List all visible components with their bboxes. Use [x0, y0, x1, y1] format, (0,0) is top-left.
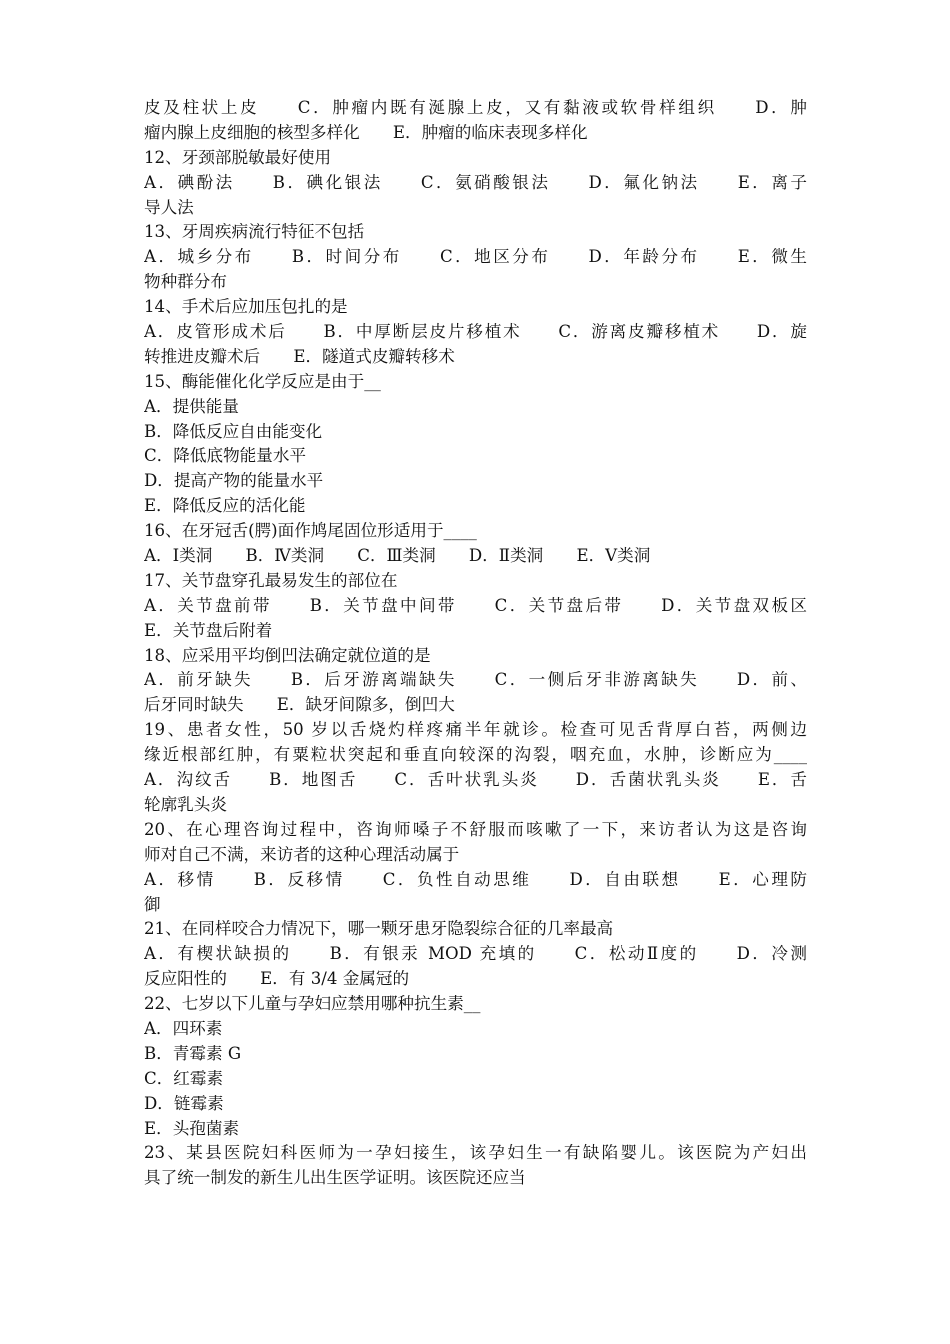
- text-line: 23、某县医院妇科医师为一孕妇接生，该孕妇生一有缺陷婴儿。该医院为产妇出: [144, 1143, 807, 1163]
- text-line: E．关节盘后附着: [144, 620, 273, 640]
- text-line: 御: [144, 894, 161, 914]
- text-line: 12、牙颈部脱敏最好使用: [144, 147, 332, 167]
- text-line: 20、在心理咨询过程中，咨询师嗓子不舒服而咳嗽了一下，来访者认为这是咨询: [144, 819, 807, 839]
- text-line: A．关节盘前带 B．关节盘中间带 C．关节盘后带 D．关节盘双板区: [144, 595, 807, 615]
- text-line: 21、在同样咬合力情况下，哪一颗牙患牙隐裂综合征的几率最高: [144, 919, 614, 939]
- text-line: E．头孢菌素: [144, 1118, 240, 1138]
- text-line: A．前牙缺失 B．后牙游离端缺失 C．一侧后牙非游离缺失 D．前、: [144, 670, 807, 690]
- text-line: 缘近根部红肿，有粟粒状突起和垂直向较深的沟裂，咽充血，水肿，诊断应为____: [144, 745, 807, 765]
- text-line: 后牙同时缺失 E．缺牙间隙多，倒凹大: [144, 695, 455, 715]
- text-line: 14、手术后应加压包扎的是: [144, 297, 348, 317]
- text-line: 皮及柱状上皮 C．肿瘤内既有涎腺上皮，又有黏液或软骨样组织 D．肿: [144, 98, 807, 117]
- text-line: C．降低底物能量水平: [144, 446, 307, 466]
- text-line: A．碘酚法 B．碘化银法 C．氨硝酸银法 D．氟化钠法 E．离子: [144, 172, 807, 192]
- document-page: [144, 96, 807, 1191]
- text-line: 22、七岁以下儿童与孕妇应禁用哪种抗生素__: [144, 994, 481, 1014]
- text-line: 师对自己不满，来访者的这种心理活动属于: [144, 844, 460, 864]
- text-line: 13、牙周疾病流行特征不包括: [144, 222, 365, 242]
- text-line: D．提高产物的能量水平: [144, 471, 324, 491]
- text-line: 16、在牙冠舌(腭)面作鸠尾固位形适用于____: [144, 521, 477, 541]
- text-line: A．Ⅰ类洞 B．Ⅳ类洞 C．Ⅲ类洞 D．Ⅱ类洞 E．Ⅴ类洞: [144, 546, 651, 566]
- text-line: 瘤内腺上皮细胞的核型多样化 E．肿瘤的临床表现多样化: [144, 122, 588, 142]
- text-line: 具了统一制发的新生儿出生医学证明。该医院还应当: [144, 1168, 526, 1188]
- text-line: A．有楔状缺损的 B．有银汞 MOD 充填的 C．松动Ⅱ度的 D．冷测: [144, 944, 807, 964]
- text-line: B．青霉素 G: [144, 1043, 242, 1063]
- text-line: 15、酶能催化化学反应是由于__: [144, 371, 381, 391]
- text-line: E．降低反应的活化能: [144, 496, 306, 516]
- text-line: 18、应采用平均倒凹法确定就位道的是: [144, 645, 431, 665]
- text-line: A．皮管形成术后 B．中厚断层皮片移植术 C．游离皮瓣移植术 D．旋: [144, 322, 807, 342]
- text-line: A．沟纹舌 B．地图舌 C．舌叶状乳头炎 D．舌菌状乳头炎 E．舌: [144, 770, 807, 790]
- text-line: A．移情 B．反移情 C．负性自动思维 D．自由联想 E．心理防: [144, 869, 807, 889]
- text-line: 物种群分布: [144, 272, 227, 292]
- text-line: 17、关节盘穿孔最易发生的部位在: [144, 570, 398, 590]
- text-line: A．提供能量: [144, 396, 239, 416]
- text-line: 19、患者女性，50 岁以舌烧灼样疼痛半年就诊。检查可见舌背厚白苔，两侧边: [144, 720, 807, 740]
- text-line: A．四环素: [144, 1018, 223, 1038]
- text-line: 反应阳性的 E．有 3/4 金属冠的: [144, 969, 410, 989]
- text-line: A．城乡分布 B．时间分布 C．地区分布 D．年龄分布 E．微生: [144, 247, 807, 267]
- text-line: 转推进皮瓣术后 E．隧道式皮瓣转移术: [144, 346, 455, 366]
- text-line: 轮廓乳头炎: [144, 794, 227, 814]
- text-line: C．红霉素: [144, 1068, 224, 1088]
- text-line: B．降低反应自由能变化: [144, 421, 323, 441]
- text-line: 导人法: [144, 197, 194, 217]
- text-line: D．链霉素: [144, 1093, 224, 1113]
